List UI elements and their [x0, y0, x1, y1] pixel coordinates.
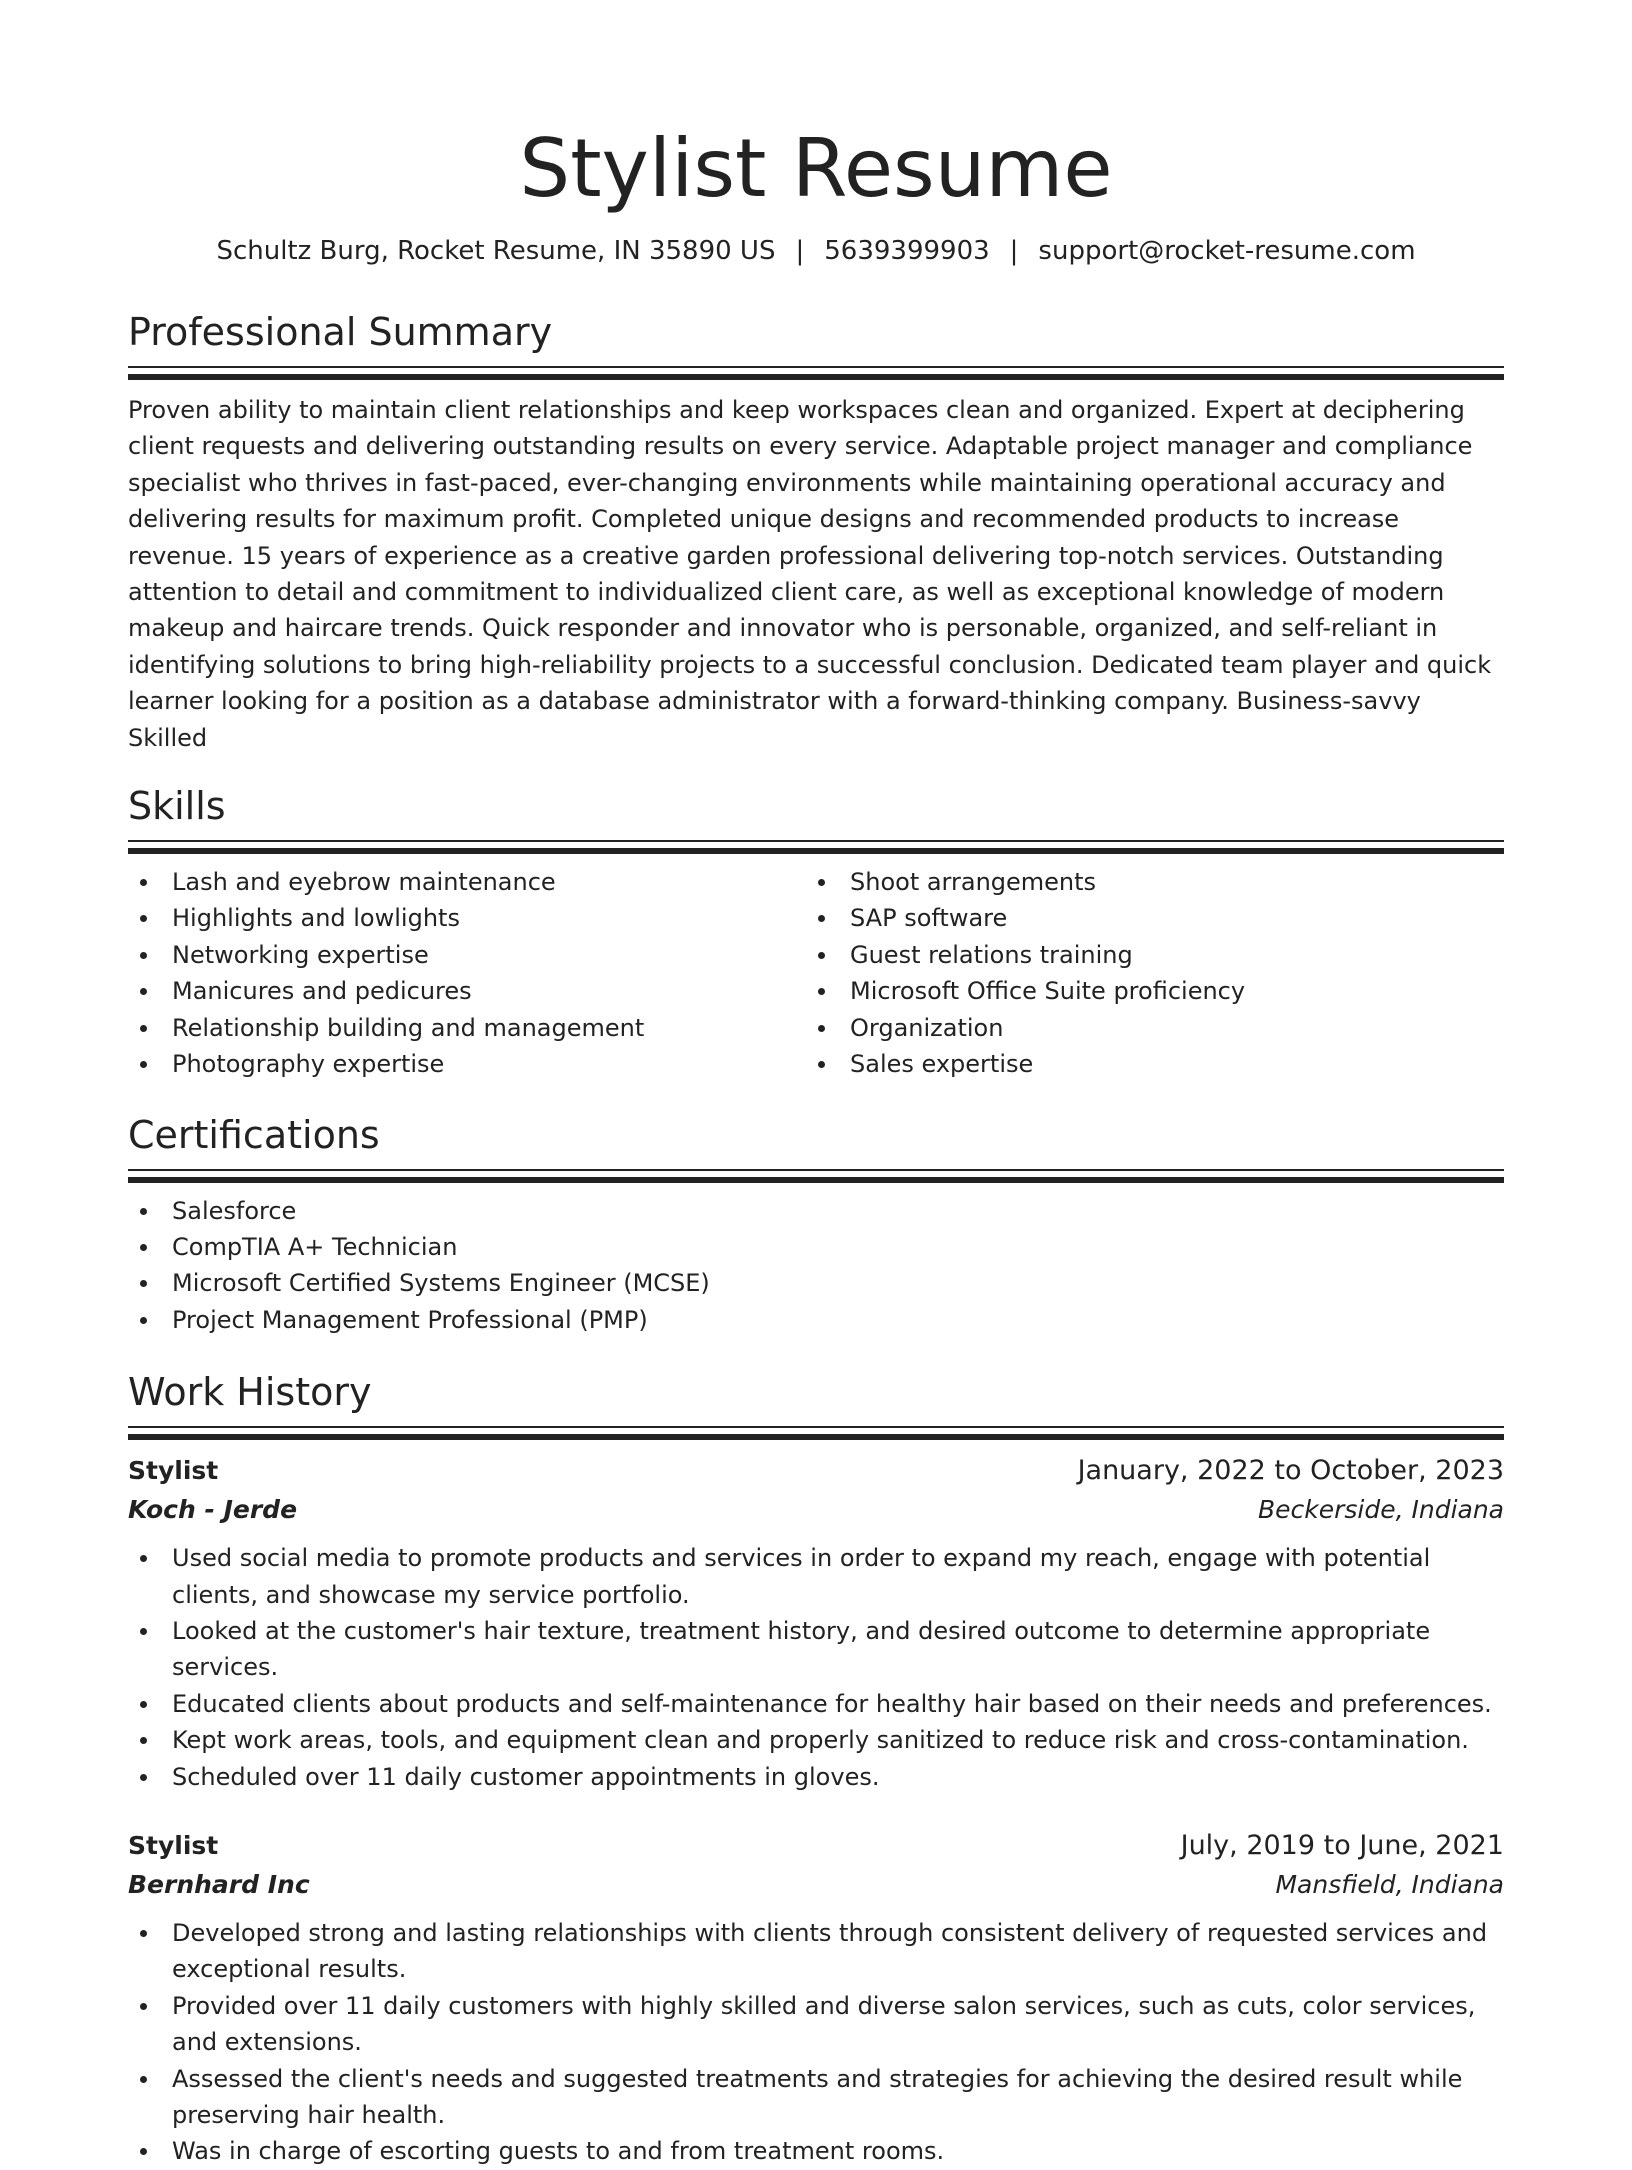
job-title: Stylist: [128, 1456, 219, 1486]
job-dates: July, 2019 to June, 2021: [1180, 1829, 1504, 1861]
job-entry: [128, 1452, 1504, 1795]
certification-item: Salesforce: [128, 1193, 1504, 1229]
skill-item: Shoot arrangements: [806, 864, 1484, 900]
work-history-section: [128, 1368, 1504, 2170]
skill-item: Organization: [806, 1010, 1484, 1046]
job-company-row: [128, 1490, 1504, 1530]
skill-item: Sales expertise: [806, 1046, 1484, 1082]
section-rule-thick: [128, 848, 1504, 854]
address: Schultz Burg, Rocket Resume, IN 35890 US: [216, 236, 776, 266]
job-company-row: [128, 1865, 1504, 1905]
skills-list-left: [128, 864, 806, 1082]
skill-item: Guest relations training: [806, 937, 1484, 973]
skill-item: Networking expertise: [128, 937, 806, 973]
section-rule-thick: [128, 374, 1504, 380]
section-rule: [128, 1169, 1504, 1171]
job-dates: January, 2022 to October, 2023: [1077, 1455, 1504, 1487]
certifications-list: [128, 1193, 1504, 1339]
job-location: Beckerside, Indiana: [1257, 1495, 1504, 1525]
separator: |: [795, 236, 805, 266]
job-bullet: Was in charge of escorting guests to and from treatment rooms.: [128, 2133, 1504, 2169]
section-rule: [128, 1426, 1504, 1428]
skills-section: [128, 782, 1504, 1082]
contact-line: [128, 234, 1504, 268]
certification-item: Microsoft Certified Systems Engineer (MCSE): [128, 1265, 1504, 1301]
job-bullet: Kept work areas, tools, and equipment clean and properly sanitized to reduce risk and cross-contamination.: [128, 1722, 1504, 1758]
job-bullet: Assessed the client's needs and suggested treatments and strategies for achieving the desired result while preserving hair health.: [128, 2061, 1504, 2134]
section-rule: [128, 366, 1504, 368]
skill-item: Highlights and lowlights: [128, 900, 806, 936]
job-bullet: Educated clients about products and self-maintenance for healthy hair based on their needs and preferences.: [128, 1686, 1504, 1722]
skill-item: Lash and eyebrow maintenance: [128, 864, 806, 900]
skill-item: Photography expertise: [128, 1046, 806, 1082]
certifications-section: [128, 1111, 1504, 1339]
skill-item: SAP software: [806, 900, 1484, 936]
resume-page: [128, 0, 1504, 2170]
certification-item: CompTIA A+ Technician: [128, 1229, 1504, 1265]
job-header-row: [128, 1452, 1504, 1490]
certification-item: Project Management Professional (PMP): [128, 1302, 1504, 1338]
section-heading: Professional Summary: [128, 310, 553, 354]
job-company: Bernhard Inc: [128, 1869, 310, 1899]
section-rule-thick: [128, 1177, 1504, 1183]
section-heading: Certifications: [128, 1112, 380, 1157]
phone: 5639399903: [824, 236, 990, 266]
skills-grid: [128, 864, 1504, 1082]
job-location: Mansfield, Indiana: [1275, 1869, 1504, 1899]
job-bullet: Looked at the customer's hair texture, treatment history, and desired outcome to determine appropriate services.: [128, 1613, 1504, 1686]
job-bullet: Scheduled over 11 daily customer appointments in gloves.: [128, 1759, 1504, 1795]
skill-item: Relationship building and management: [128, 1010, 806, 1046]
section-heading: Work History: [128, 1370, 372, 1415]
job-company: Koch - Jerde: [128, 1495, 298, 1525]
resume-title: Stylist Resume: [519, 122, 1113, 215]
skill-item: Microsoft Office Suite proficiency: [806, 973, 1484, 1009]
job-bullets: [128, 1915, 1504, 2170]
section-heading: Skills: [128, 784, 226, 829]
job-bullet: Provided over 11 daily customers with highly skilled and diverse salon services, such as cuts, color services, and extensions.: [128, 1988, 1504, 2061]
job-bullets: [128, 1540, 1504, 1795]
job-bullet: Used social media to promote products and services in order to expand my reach, engage with potential clients, and showcase my service portfolio.: [128, 1540, 1504, 1613]
skills-list-right: [806, 864, 1484, 1082]
job-bullet: Developed strong and lasting relationships with clients through consistent delivery of requested services and exceptional results.: [128, 1915, 1504, 1988]
job-header-row: [128, 1827, 1504, 1865]
summary-text: Proven ability to maintain client relationships and keep workspaces clean and organized. Expert at deciphering client requests and delivering outstanding results on every service. Adaptable project manager and compliance specialist who thrives in fast-paced, ever-changing environments while maintaining operational accuracy and delivering results for maximum profit. Completed unique designs and recommended products to increase revenue. 15 years of experience as a creative garden professional delivering top-notch services. Outstanding attention to detail and commitment to individualized client care, as well as exceptional knowledge of modern makeup and haircare trends. Quick responder and innovator who is personable, organized, and self-reliant in identifying solutions to bring high-reliability projects to a successful conclusion. Dedicated team player and quick learner looking for a position as a database administrator with a forward-thinking company. Business-savvy Skilled: [128, 396, 1492, 752]
email: support@rocket-resume.com: [1038, 236, 1416, 266]
summary-section: [128, 308, 1504, 756]
job-title: Stylist: [128, 1830, 219, 1860]
section-rule: [128, 840, 1504, 842]
skill-item: Manicures and pedicures: [128, 973, 806, 1009]
section-rule-thick: [128, 1434, 1504, 1440]
separator: |: [1009, 236, 1019, 266]
job-entry: [128, 1827, 1504, 2170]
